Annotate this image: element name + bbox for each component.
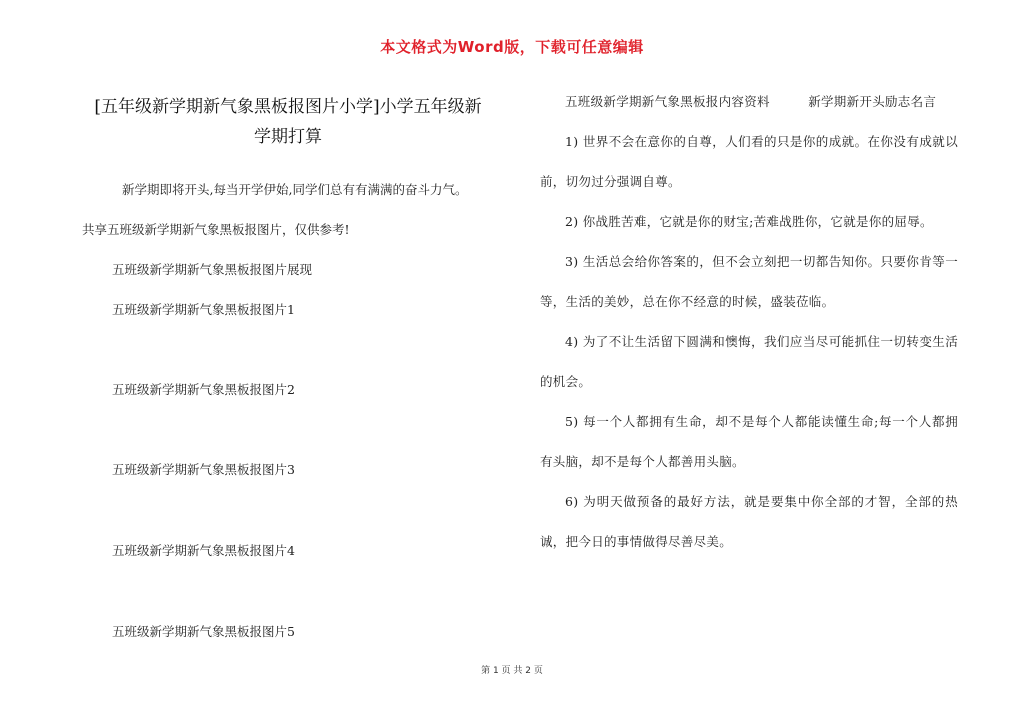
quote-paragraph: 5) 每一个人都拥有生命，却不是每个人都能读懂生命;每一个人都拥有头脑，却不是每个人都善用头脑。 <box>540 414 958 469</box>
intro-paragraph: 新学期即将开头,每当开学伊始,同学们总有有满满的奋斗力气。 <box>122 182 468 197</box>
page-number: 第 1 页 共 2 页 <box>481 666 543 676</box>
picture-caption: 五班级新学期新气象黑板报图片2 <box>112 382 295 397</box>
left-column <box>68 92 508 639</box>
download-banner: 本文格式为Word版，下载可任意编辑 <box>380 38 644 56</box>
showcase-heading: 五班级新学期新气象黑板报图片展现 <box>112 262 313 277</box>
picture-caption: 五班级新学期新气象黑板报图片3 <box>112 462 295 477</box>
share-paragraph: 共享五班级新学期新气象黑板报图片，仅供参考! <box>82 222 350 237</box>
picture-caption: 五班级新学期新气象黑板报图片4 <box>112 543 295 558</box>
document-title <box>68 92 508 152</box>
right-column <box>540 82 958 562</box>
quote-paragraph: 3) 生活总会给你答案的，但不会立刻把一切都告知你。只要你肯等一等，生活的美妙，总在你不经意的时候，盛装莅临。 <box>540 254 958 309</box>
quote-paragraph: 1) 世界不会在意你的自尊，人们看的只是你的成就。在你没有成就以前，切勿过分强调自尊。 <box>540 134 958 189</box>
content-header-paragraph: 五班级新学期新气象黑板报内容资料 新学期新开头励志名言 <box>565 94 937 109</box>
quote-paragraph: 6) 为明天做预备的最好方法，就是要集中你全部的才智，全部的热诚，把今日的事情做得尽善尽美。 <box>540 494 958 549</box>
quote-paragraph: 2) 你战胜苦难，它就是你的财宝;苦难战胜你，它就是你的屈辱。 <box>565 214 933 229</box>
quote-paragraph: 4) 为了不让生活留下圆满和懊悔，我们应当尽可能抓住一切转变生活的机会。 <box>540 334 958 389</box>
picture-caption: 五班级新学期新气象黑板报图片1 <box>112 302 295 317</box>
title-line-1: [五年级新学期新气象黑板报图片小学]小学五年级新 <box>94 97 482 117</box>
title-line-2: 学期打算 <box>254 127 322 147</box>
picture-caption: 五班级新学期新气象黑板报图片5 <box>112 624 295 639</box>
